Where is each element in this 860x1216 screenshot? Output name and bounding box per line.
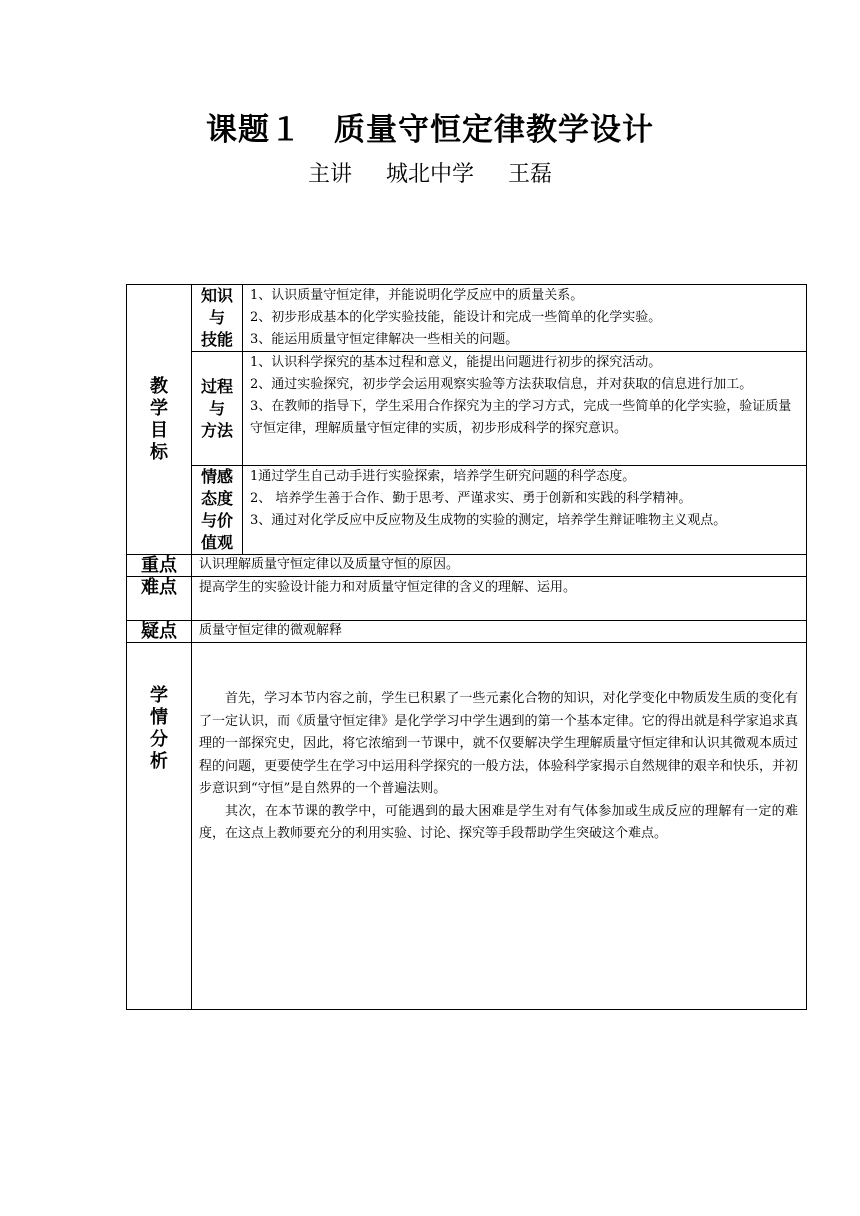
objectives-knowledge-row: [127, 285, 807, 352]
analysis-row: [127, 643, 807, 1010]
doubt-content: 质量守恒定律的微观解释: [192, 621, 807, 643]
analysis-paragraph: 其次，在本节课的教学中，可能遇到的最大困难是学生对有气体参加或生成反应的理解有一定的难度，在这点上教师要充分的利用实验、讨论、探究等手段帮助学生突破这个难点。: [199, 803, 798, 841]
analysis-content: [192, 643, 807, 1010]
list-item: 3、在教师的指导下，学生采用合作探究为主的学习方式，完成一些简单的化学实验，验证质量守恒定律，理解质量守恒定律的实质，初步形成科学的探究意识。: [250, 399, 792, 436]
list-item: 2、初步形成基本的化学实验技能，能设计和完成一些简单的化学实验。: [250, 310, 662, 325]
list-item: 2、 培养学生善于合作、勤于思考、严谨求实、勇于创新和实践的科学精神。: [250, 491, 692, 506]
objectives-process-row: [127, 352, 807, 466]
key-point-row: [127, 555, 807, 577]
knowledge-skills-content: [243, 285, 807, 352]
attitude-values-content: [243, 466, 807, 555]
process-methods-heading: 过程 与 方法: [192, 352, 243, 466]
lesson-plan-table: [126, 284, 807, 1010]
doubt-row: [127, 621, 807, 643]
difficulty-row: [127, 577, 807, 621]
school-name: 城北中学: [385, 162, 474, 187]
difficulty-heading: 难点: [127, 577, 192, 621]
difficulty-content: 提高学生的实验设计能力和对质量守恒定律的含义的理解、运用。: [192, 577, 807, 621]
analysis-paragraph: 首先，学习本节内容之前，学生已积累了一些元素化合物的知识，对化学变化中物质发生质的变化有了一定认识，而《质量守恒定律》是化学学习中学生遇到的第一个基本定律。它的得出就是科学家追求真理的一部探究史，因此，将它浓缩到一节课中，就不仅要解决学生理解质量守恒定律和认识其微观本质过程的问题，更要使学生在学习中运用科学探究的一般方法，体验科学家揭示自然规律的艰辛和快乐，并初步意识到“守恒”是自然界的一个普遍法则。: [199, 691, 798, 796]
objectives-heading: 教 学 目 标: [127, 285, 192, 555]
key-point-content: 认识理解质量守恒定律以及质量守恒的原因。: [192, 555, 807, 577]
analysis-heading: 学 情 分 析: [127, 643, 192, 1010]
speaker-label: 主讲: [307, 162, 352, 187]
process-methods-content: [243, 352, 807, 466]
document-title: 课题１ 质量守恒定律教学设计: [206, 112, 654, 148]
key-point-heading: 重点: [127, 555, 192, 577]
doubt-heading: 疑点: [127, 621, 192, 643]
knowledge-skills-heading: 知识 与 技能: [192, 285, 243, 352]
list-item: 1、认识质量守恒定律，并能说明化学反应中的质量关系。: [250, 288, 584, 303]
list-item: 3、能运用质量守恒定律解决一些相关的问题。: [250, 332, 519, 347]
list-item: 1通过学生自己动手进行实验探索，培养学生研究问题的科学态度。: [250, 469, 636, 484]
list-item: 2、通过实验探究，初步学会运用观察实验等方法获取信息，并对获取的信息进行加工。: [250, 377, 753, 392]
list-item: 3、通过对化学反应中反应物及生成物的实验的测定，培养学生辩证唯物主义观点。: [250, 513, 727, 528]
list-item: 1、认识科学探究的基本过程和意义，能提出问题进行初步的探究活动。: [250, 355, 662, 370]
teacher-name: 王磊: [508, 162, 553, 187]
objectives-attitude-row: [127, 466, 807, 555]
document-subtitle: [0, 157, 860, 188]
attitude-values-heading: 情感 态度 与价 值观: [192, 466, 243, 555]
